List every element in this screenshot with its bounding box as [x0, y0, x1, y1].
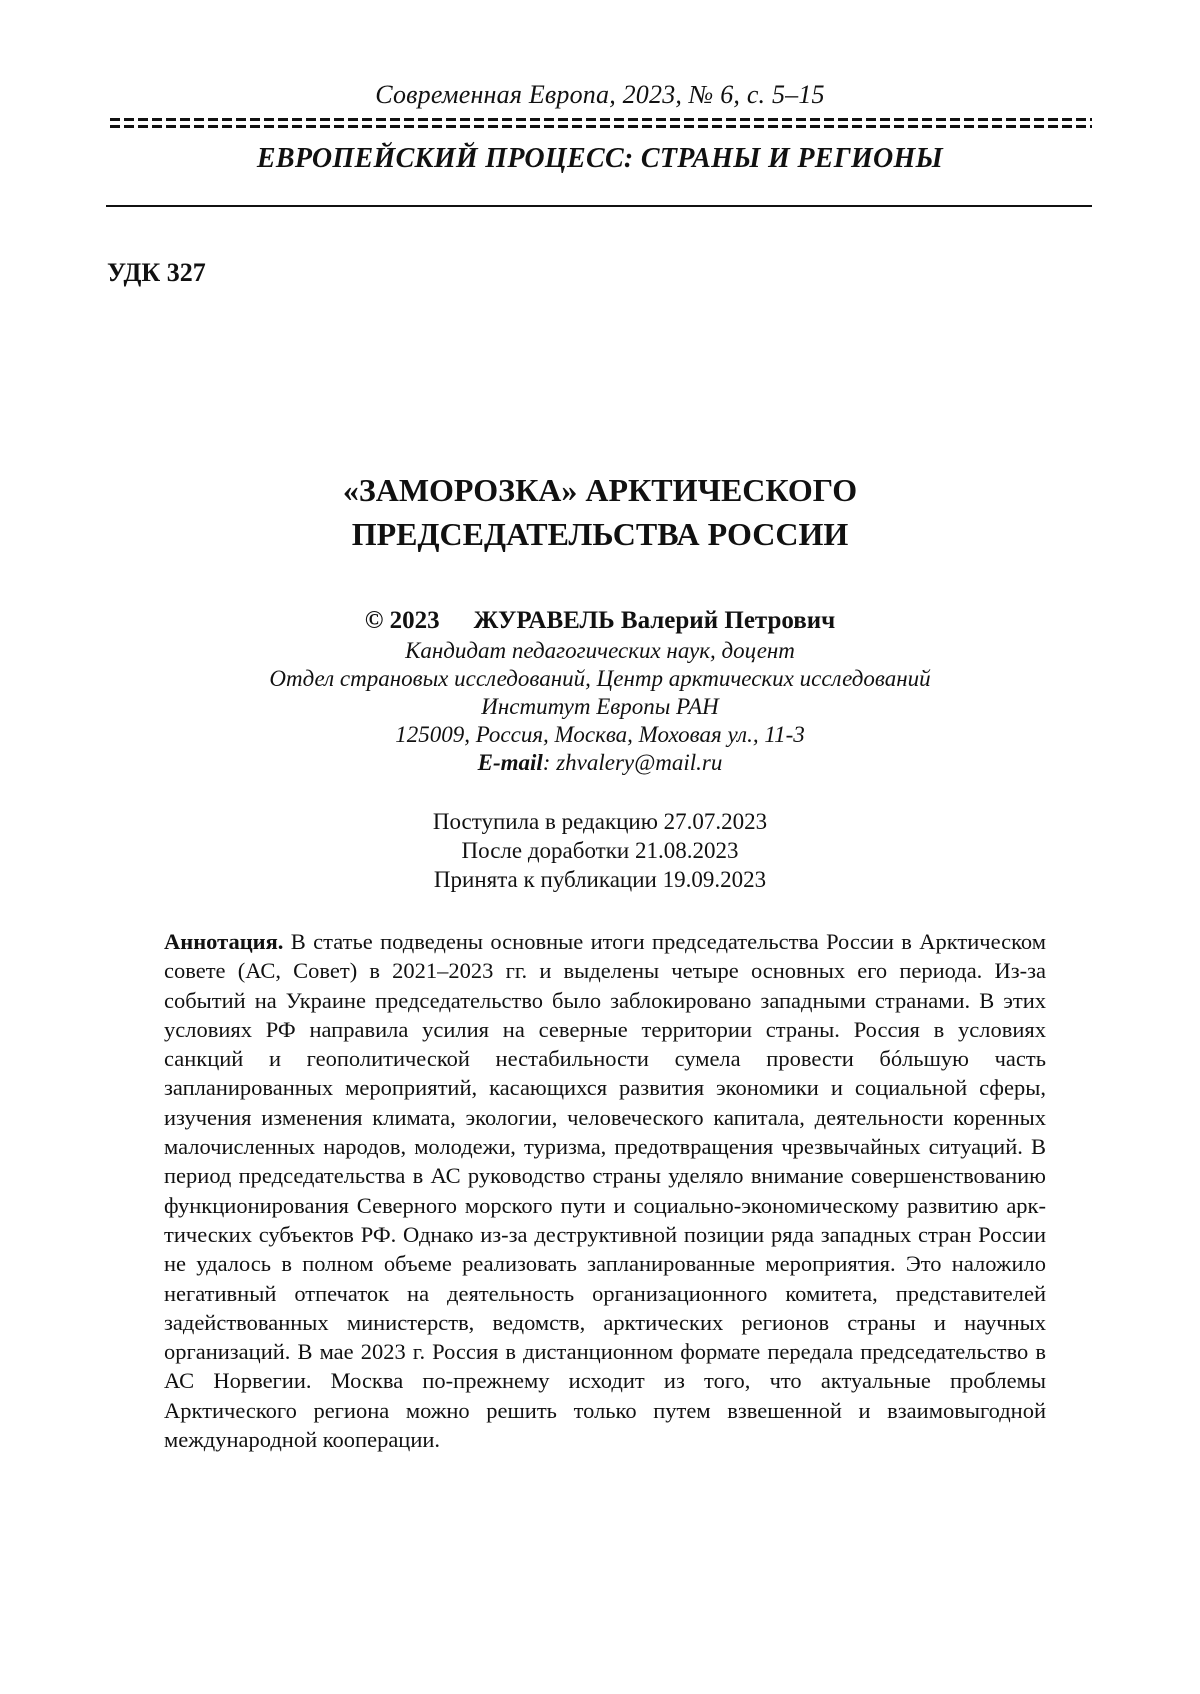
article-title-line-2: ПРЕДСЕДАТЕЛЬСТВА РОССИИ	[351, 516, 849, 552]
author-institute: Институт Европы РАН	[481, 694, 719, 719]
abstract-text: В статье подведены основные итоги председательства России в Арктическом совете (АС, Совет) в 2021–2023 гг. и выделены четыре основных его периода. Из-за событий на Украине председательство было заблокировано западными странами. В этих условиях РФ направила усилия на северные территории страны. Россия в условиях санкций и геополитической нестабильности сумела провести бóльшую часть запланированных мероприятий, касающихся развития экономики и социальной сферы, изучения изменения климата, экологии, человеческого капитала, деятельности коренных малочисленных народов, молодежи, туризма, предотвращения чрезвычайных ситуаций. В период председательства в АС руководство страны уделяло внимание совершенствованию функционирования Северного морского пути и социально-экономическому развитию арктических субъектов РФ. Однако из-за деструктивной позиции ряда западных стран России не удалось в полном объеме реализовать запланированные мероприятия. Это наложило негативный отпечаток на деятельность организационного комитета, представителей задействованных министерств, ведомств, арктических регионов страны и научных организаций. В мае 2023 г. Россия в дистанционном формате передала председательство в АС Норвегии. Москва по-прежнему исходит из того, что актуальные проблемы Арктического региона можно решить только путем взвешенной и взаимовыгодной международной кооперации.	[164, 929, 1046, 1453]
abstract	[164, 927, 1046, 1454]
dashed-rule-top	[110, 118, 1092, 121]
section-title: ЕВРОПЕЙСКИЙ ПРОЦЕСС: СТРАНЫ И РЕГИОНЫ	[256, 143, 944, 174]
author-line	[0, 607, 1200, 635]
article-title	[0, 468, 1200, 556]
author-name: ЖУРАВЕЛЬ Валерий Петрович	[473, 607, 836, 634]
submission-dates	[0, 807, 1200, 894]
email-label: E-mail	[477, 750, 543, 775]
author-degree: Кандидат педагогических наук, доцент	[405, 638, 795, 663]
section-divider	[106, 205, 1092, 207]
double-dashed-divider	[110, 118, 1092, 134]
date-received: Поступила в редакцию 27.07.2023	[432, 809, 768, 834]
date-revised: После доработки 21.08.2023	[461, 838, 739, 863]
date-accepted: Принята к публикации 19.09.2023	[433, 867, 767, 892]
author-block	[0, 607, 1200, 777]
email-value: : zhvalery@mail.ru	[542, 750, 723, 775]
abstract-label: Аннотация.	[164, 929, 284, 954]
dashed-rule-bottom	[110, 125, 1092, 128]
journal-citation: Современная Европа, 2023, № 6, с. 5–15	[375, 80, 825, 109]
copyright-year: © 2023	[364, 607, 440, 634]
author-department: Отдел страновых исследований, Центр арктических исследований	[269, 666, 931, 691]
author-address: 125009, Россия, Москва, Моховая ул., 11-3	[395, 722, 805, 747]
udk-code: УДК 327	[107, 258, 206, 287]
article-title-line-1: «ЗАМОРОЗКА» АРКТИЧЕСКОГО	[342, 472, 858, 508]
author-email-line	[0, 749, 1200, 777]
